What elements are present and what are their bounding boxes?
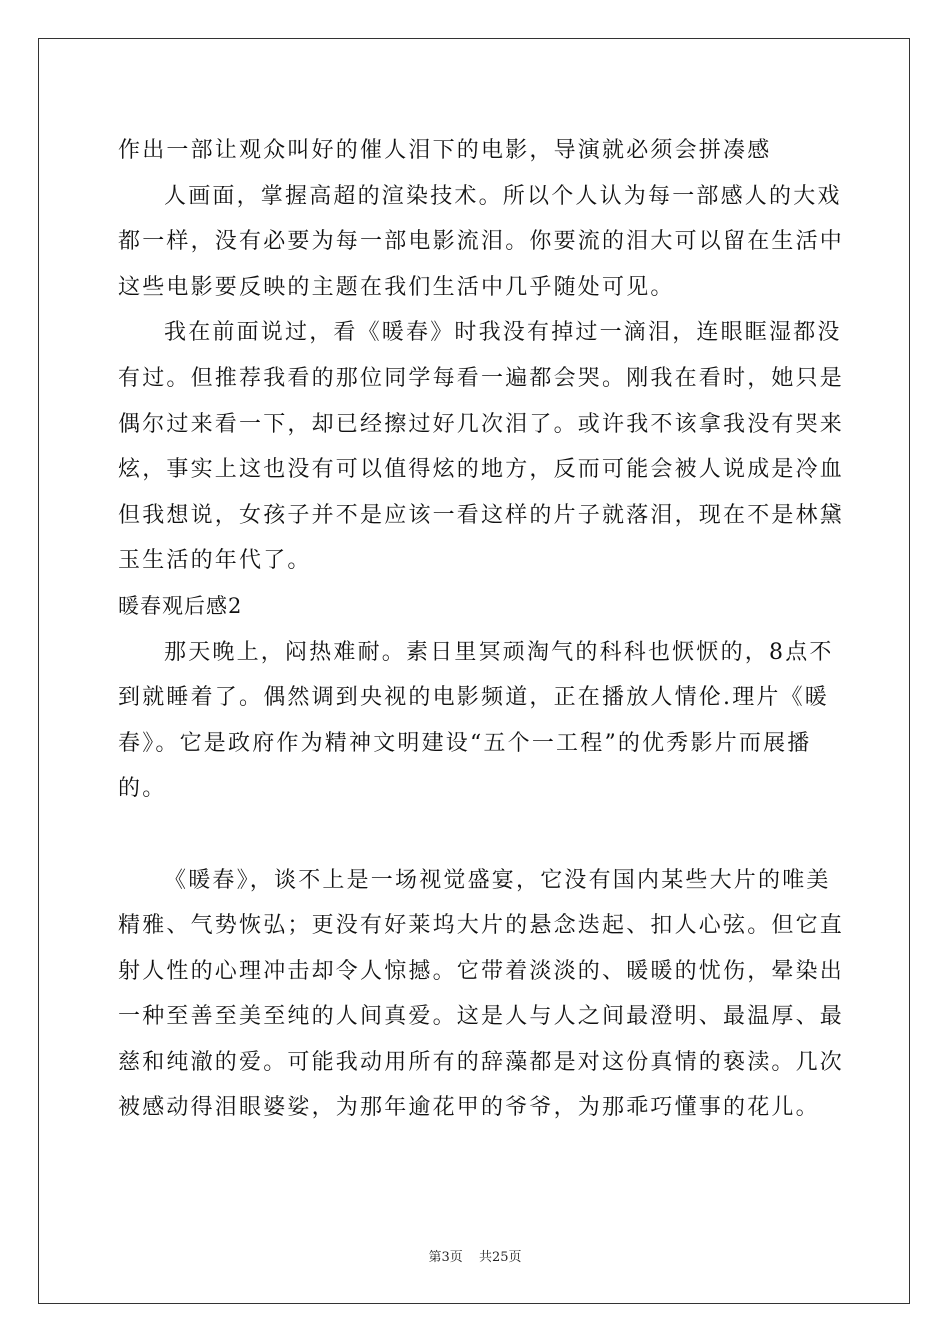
text-line: 的。 bbox=[118, 776, 167, 802]
text-line: 我在前面说过，看《暖春》时我没有掉过一滴泪，连眼眶湿都没 bbox=[164, 320, 842, 346]
text-line: 被感动得泪眼婆娑，为那年逾花甲的爷爷，为那乖巧懂事的花儿。 bbox=[118, 1095, 820, 1121]
text-line: 春》。它是政府作为精神文明建设“五个一工程”的优秀影片而展播 bbox=[118, 730, 812, 756]
text-line bbox=[118, 812, 834, 858]
text-line: 偶尔过来看一下，却已经擦过好几次泪了。或许我不该拿我没有哭来 bbox=[118, 411, 845, 437]
text-line: 慈和纯澈的爱。可能我动用所有的辞藻都是对这份真情的亵渎。几次 bbox=[118, 1049, 845, 1075]
text-line: 这些电影要反映的主题在我们生活中几乎随处可见。 bbox=[118, 274, 675, 300]
text-line: 都一样，没有必要为每一部电影流泪。你要流的泪大可以留在生活中 bbox=[118, 229, 845, 255]
text-line: 《暖春》，谈不上是一场视觉盛宴，它没有国内某些大片的唯美 bbox=[164, 867, 831, 893]
text-line: 但我想说，女孩子并不是应该一看这样的片子就落泪，现在不是林黛 bbox=[118, 502, 845, 528]
document-body bbox=[118, 128, 845, 1131]
text-line: 炫，事实上这也没有可以值得炫的地方，反而可能会被人说成是冷血 bbox=[118, 457, 845, 483]
text-line: 射人性的心理冲击却令人惊撼。它带着淡淡的、暖暖的忧伤，晕染出 bbox=[118, 958, 845, 984]
text-line: 人画面，掌握高超的渲染技术。所以个人认为每一部感人的大戏 bbox=[164, 183, 842, 209]
text-line: 一种至善至美至纯的人间真爱。这是人与人之间最澄明、最温厚、最 bbox=[118, 1004, 845, 1030]
text-line: 玉生活的年代了。 bbox=[118, 548, 312, 574]
section-heading: 暖春观后感2 bbox=[118, 593, 243, 618]
page-number: 第3页 bbox=[428, 1250, 463, 1265]
text-line: 那天晚上，闷热难耐。素日里冥顽淘气的科科也恹恹的，8点不 bbox=[164, 639, 834, 665]
page-footer bbox=[0, 1246, 950, 1265]
text-line: 作出一部让观众叫好的催人泪下的电影，导演就必须会拼凑感 bbox=[118, 138, 772, 163]
text-line: 精雅、气势恢弘；更没有好莱坞大片的悬念迭起、扣人心弦。但它直 bbox=[118, 913, 845, 939]
text-line: 到就睡着了。偶然调到央视的电影频道，正在播放人情伦.理片《暖 bbox=[118, 685, 829, 711]
page-total: 共25页 bbox=[478, 1250, 522, 1265]
text-line: 有过。但推荐我看的那位同学每看一遍都会哭。刚我在看时，她只是 bbox=[118, 365, 845, 391]
